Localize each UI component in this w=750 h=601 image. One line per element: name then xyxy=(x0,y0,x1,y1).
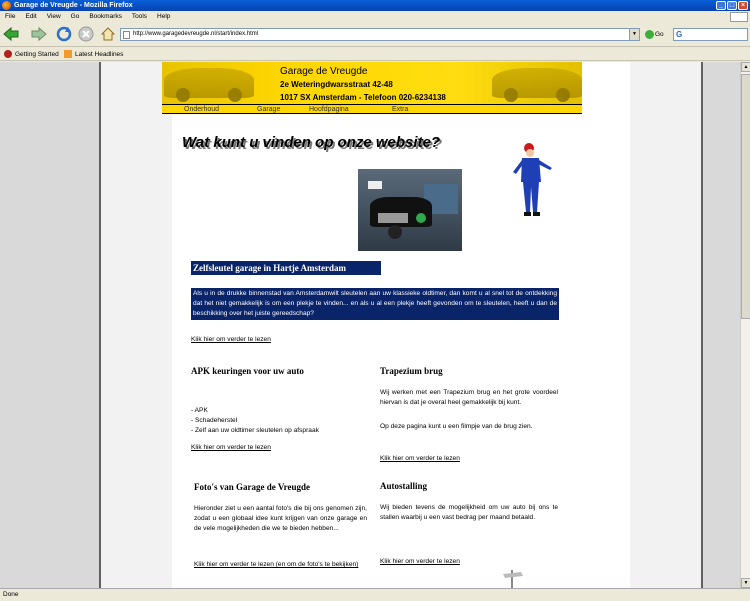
status-bar xyxy=(0,588,750,600)
nav-onderhoud[interactable]: Onderhoud xyxy=(184,106,220,113)
site-nav xyxy=(162,104,582,114)
bookmarks-toolbar xyxy=(0,48,750,61)
fotos-text: Hieronder ziet u een aantal foto's die bij ons genomen zijn, zodat u een globaal idee kunt krijgen van onze garage en de vele mogelijkheden die we te bieden hebben... xyxy=(194,505,367,532)
fotos-title: Foto's van Garage de Vreugde xyxy=(194,482,310,492)
section-main-text: Als u in de drukke binnenstad van Amsterdamwilt sleutelen aan uw klassieke oldtimer, dan komt u al snel tot de ontdekking dat het niet gemakkelijk is om een plekje te vinden... en als u al een plekje heeft gevonden om te sleutelen, heeft u dan de beschikking over het juiste gereedschap? xyxy=(191,288,559,320)
trapezium-title: Trapezium brug xyxy=(380,366,443,376)
fotos-link[interactable]: Klik hier om verder te lezen (en om de foto's te bekijken) xyxy=(194,561,359,568)
nav-garage[interactable]: Garage xyxy=(257,106,281,113)
apk-list xyxy=(191,406,371,436)
trapezium-text-2: Op deze pagina kunt u een filmpje van de brug zien. xyxy=(380,423,533,430)
trapezium-text-1: Wij werken met een Trapezium brug en het grote voordeel hiervan is dat je overal heel gemakkelijk bij kunt. xyxy=(380,389,558,406)
banner-car-right xyxy=(492,68,582,98)
trapezium-link[interactable]: Klik hier om verder te lezen xyxy=(380,455,460,462)
menu-go[interactable]: Go xyxy=(70,13,80,20)
google-icon: G xyxy=(676,30,683,39)
scroll-up-icon[interactable]: ▲ xyxy=(741,62,750,72)
menu-bookmarks[interactable]: Bookmarks xyxy=(89,13,122,20)
vertical-scrollbar[interactable] xyxy=(740,62,750,588)
window-title: Garage de Vreugde - Mozilla Firefox xyxy=(14,2,133,9)
menu-edit[interactable]: Edit xyxy=(25,13,37,20)
url-dropdown-icon[interactable]: ▼ xyxy=(629,29,639,40)
site-banner xyxy=(162,62,582,104)
apk-item: - Zelf aan uw oldtimer sleutelen op afspraak xyxy=(191,427,319,434)
scroll-thumb[interactable] xyxy=(741,74,750,319)
menu-bar xyxy=(0,11,750,23)
section-main-title: Zelfsleutel garage in Hartje Amsterdam xyxy=(191,261,381,275)
close-button[interactable]: × xyxy=(738,1,748,10)
maximize-button[interactable]: □ xyxy=(727,1,737,10)
apk-title: APK keuringen voor uw auto xyxy=(191,366,304,376)
menu-view[interactable]: View xyxy=(46,13,61,20)
reload-icon[interactable] xyxy=(56,26,72,42)
apk-link[interactable]: Klik hier om verder te lezen xyxy=(191,444,271,451)
bookmark-latest-headlines[interactable]: Latest Headlines xyxy=(64,48,123,61)
page-heading: Wat kunt u vinden op onze website? xyxy=(182,134,441,151)
scroll-down-icon[interactable]: ▼ xyxy=(741,578,750,588)
apk-item: - APK xyxy=(191,407,208,414)
navigation-toolbar xyxy=(0,23,750,47)
browser-content xyxy=(0,62,740,588)
throbber-icon xyxy=(730,12,748,22)
autostalling-title: Autostalling xyxy=(380,481,428,491)
banner-name: Garage de Vreugde xyxy=(280,66,368,77)
search-input[interactable] xyxy=(673,28,748,41)
minimize-button[interactable]: _ xyxy=(716,1,726,10)
rss-icon xyxy=(64,50,72,58)
banner-city-phone: 1017 SX Amsterdam - Telefoon 020-6234138 xyxy=(280,93,446,102)
menu-file[interactable]: File xyxy=(5,13,16,20)
menu-help[interactable]: Help xyxy=(157,13,171,20)
bookmark-icon xyxy=(4,50,12,58)
mascot-figure xyxy=(513,142,553,222)
bookmark-getting-started[interactable]: Getting Started xyxy=(4,48,59,61)
banner-address: 2e Weteringdwarsstraat 42-48 xyxy=(280,80,393,89)
section-main-link[interactable]: Klik hier om verder te lezen xyxy=(191,336,271,343)
car-photo xyxy=(358,169,462,251)
menu-tools[interactable]: Tools xyxy=(131,13,148,20)
go-button[interactable]: Go xyxy=(645,28,670,41)
autostalling-text: Wij bieden tevens de mogelijkheid om uw auto bij ons te stallen waarbij u een vast bedrag per maand betaald. xyxy=(380,504,558,521)
page-frame xyxy=(99,62,703,588)
url-input[interactable] xyxy=(120,28,640,41)
home-icon[interactable] xyxy=(100,26,116,42)
status-text: Done xyxy=(3,591,19,598)
nav-hoofdpagina[interactable]: Hoofdpagina xyxy=(309,106,349,113)
nav-extra[interactable]: Extra xyxy=(392,106,409,113)
url-text: http://www.garagedevreugde.nl/start/index.html xyxy=(133,31,259,37)
page-icon xyxy=(123,31,130,39)
go-icon xyxy=(645,30,654,39)
signpost-icon xyxy=(501,570,525,588)
stop-icon[interactable] xyxy=(78,26,94,42)
forward-arrow-icon[interactable] xyxy=(31,26,47,42)
banner-car-left xyxy=(164,68,254,98)
back-arrow-icon[interactable] xyxy=(3,26,19,42)
apk-item: - Schadeherstel xyxy=(191,417,238,424)
autostalling-link[interactable]: Klik hier om verder te lezen xyxy=(380,558,460,565)
firefox-icon xyxy=(2,1,11,10)
window-titlebar xyxy=(0,0,750,11)
